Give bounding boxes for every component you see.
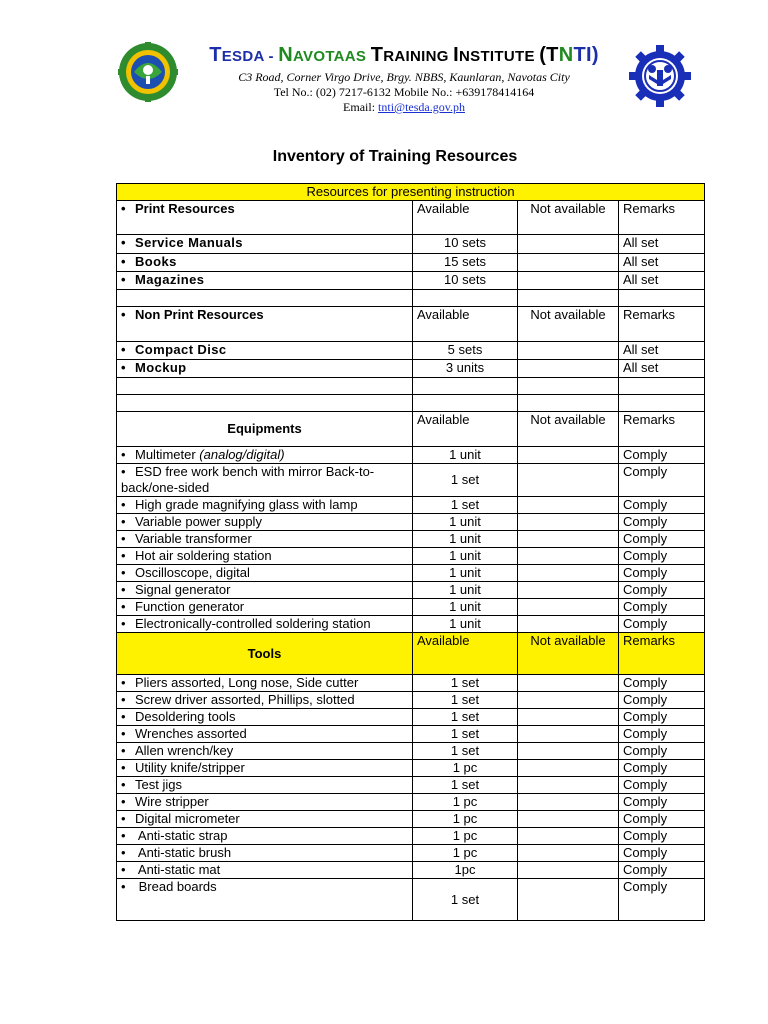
table-row bbox=[117, 531, 705, 548]
item-name: Service Manuals bbox=[135, 235, 243, 250]
not-available-cell bbox=[518, 599, 619, 616]
institute-name-part: I bbox=[453, 44, 460, 66]
tools-heading: Tools bbox=[117, 633, 413, 675]
remarks-cell: Comply bbox=[619, 616, 705, 633]
not-available-cell bbox=[518, 464, 619, 497]
table-row bbox=[117, 395, 705, 412]
not-available-cell bbox=[518, 360, 619, 378]
col-remarks-header: Remarks bbox=[619, 633, 705, 675]
item-name-cell bbox=[117, 447, 413, 464]
item-name: Screw driver assorted, Phillips, slotted bbox=[135, 692, 355, 707]
bullet-icon: • bbox=[121, 599, 126, 614]
available-cell: 1 unit bbox=[413, 616, 518, 633]
inventory-table-body bbox=[117, 184, 705, 921]
section-banner: Resources for presenting instruction bbox=[117, 184, 705, 201]
item-name-cell bbox=[117, 879, 413, 921]
item-name-cell bbox=[117, 548, 413, 565]
item-name-cell bbox=[117, 794, 413, 811]
not-available-cell bbox=[518, 514, 619, 531]
not-available-cell bbox=[518, 811, 619, 828]
item-name-cell bbox=[117, 777, 413, 794]
not-available-cell bbox=[518, 272, 619, 290]
table-row bbox=[117, 184, 705, 201]
institute-name-part: (T bbox=[539, 44, 559, 66]
bullet-icon: • bbox=[121, 235, 126, 250]
document-title: Inventory of Training Resources bbox=[272, 148, 518, 165]
bullet-icon: • bbox=[121, 726, 126, 741]
available-cell: 1 unit bbox=[413, 531, 518, 548]
bullet-icon: • bbox=[121, 360, 126, 375]
available-cell: 1 unit bbox=[413, 565, 518, 582]
remarks-cell: Comply bbox=[619, 777, 705, 794]
item-name-cell bbox=[117, 743, 413, 760]
item-name: Digital micrometer bbox=[135, 811, 240, 826]
item-name: Electronically-controlled soldering station bbox=[135, 616, 371, 631]
table-row bbox=[117, 862, 705, 879]
available-cell: 1 pc bbox=[413, 811, 518, 828]
table-row bbox=[117, 582, 705, 599]
bullet-icon: • bbox=[121, 675, 126, 690]
table-row bbox=[117, 235, 705, 254]
empty-cell bbox=[117, 395, 413, 412]
remarks-cell: Comply bbox=[619, 879, 705, 921]
bullet-icon: • bbox=[121, 845, 126, 860]
table-row bbox=[117, 879, 705, 921]
bullet-icon: • bbox=[121, 582, 126, 597]
table-row bbox=[117, 709, 705, 726]
empty-cell bbox=[117, 290, 413, 307]
available-cell: 3 units bbox=[413, 360, 518, 378]
bullet-icon: • bbox=[121, 464, 126, 479]
available-cell: 1 set bbox=[413, 709, 518, 726]
item-name: Anti-static strap bbox=[135, 828, 228, 843]
col-available-header: Available bbox=[413, 633, 518, 675]
available-cell: 1 unit bbox=[413, 599, 518, 616]
available-cell: 1 pc bbox=[413, 760, 518, 777]
bullet-icon: • bbox=[121, 709, 126, 724]
item-name: Bread boards bbox=[135, 879, 217, 894]
table-row bbox=[117, 675, 705, 692]
item-name: Desoldering tools bbox=[135, 709, 236, 724]
remarks-cell: Comply bbox=[619, 862, 705, 879]
item-name: Compact Disc bbox=[135, 342, 227, 357]
item-name: ESD free work bench with mirror Back-to-back/one-sided bbox=[121, 464, 375, 495]
item-name: Allen wrench/key bbox=[135, 743, 234, 758]
institute-name-part: RAINING bbox=[383, 48, 454, 65]
empty-cell bbox=[117, 378, 413, 395]
col-remarks-header: Remarks bbox=[619, 307, 705, 342]
item-name: Test jigs bbox=[135, 777, 182, 792]
col-available-header: Available bbox=[413, 307, 518, 342]
table-row bbox=[117, 514, 705, 531]
table-row bbox=[117, 743, 705, 760]
available-cell: 1 set bbox=[413, 497, 518, 514]
item-name-cell bbox=[117, 616, 413, 633]
item-name: Multimeter bbox=[135, 447, 200, 462]
table-row bbox=[117, 692, 705, 709]
remarks-cell: Comply bbox=[619, 548, 705, 565]
col-not-available-header: Not available bbox=[518, 201, 619, 235]
remarks-cell: All set bbox=[619, 272, 705, 290]
bullet-icon: • bbox=[121, 760, 126, 775]
item-name-cell bbox=[117, 307, 413, 342]
item-name: Signal generator bbox=[135, 582, 231, 597]
item-name: Utility knife/stripper bbox=[135, 760, 245, 775]
not-available-cell bbox=[518, 828, 619, 845]
empty-cell bbox=[619, 395, 705, 412]
bullet-icon: • bbox=[121, 879, 126, 894]
table-row bbox=[117, 378, 705, 395]
institute-name-part: AVOTAAS bbox=[293, 48, 371, 65]
remarks-cell: Comply bbox=[619, 726, 705, 743]
available-cell: 1 set bbox=[413, 726, 518, 743]
not-available-cell bbox=[518, 447, 619, 464]
email-label: Email: bbox=[343, 100, 379, 114]
item-name: Hot air soldering station bbox=[135, 548, 272, 563]
remarks-cell: Comply bbox=[619, 514, 705, 531]
item-name: Books bbox=[135, 254, 177, 269]
bullet-icon: • bbox=[121, 811, 126, 826]
available-cell: 5 sets bbox=[413, 342, 518, 360]
item-name-cell bbox=[117, 360, 413, 378]
item-name-cell bbox=[117, 254, 413, 272]
remarks-cell: All set bbox=[619, 360, 705, 378]
not-available-cell bbox=[518, 235, 619, 254]
available-cell: 1 set bbox=[413, 464, 518, 497]
not-available-cell bbox=[518, 692, 619, 709]
empty-cell bbox=[413, 378, 518, 395]
bullet-icon: • bbox=[121, 201, 126, 216]
remarks-cell: All set bbox=[619, 254, 705, 272]
bullet-icon: • bbox=[121, 794, 126, 809]
available-cell: 1 set bbox=[413, 675, 518, 692]
tesda-gear-logo bbox=[628, 44, 692, 108]
available-cell: 1 pc bbox=[413, 828, 518, 845]
not-available-cell bbox=[518, 497, 619, 514]
table-row bbox=[117, 565, 705, 582]
bullet-icon: • bbox=[121, 531, 126, 546]
bullet-icon: • bbox=[121, 743, 126, 758]
item-name-cell bbox=[117, 201, 413, 235]
institute-name-part: N bbox=[278, 44, 294, 66]
item-name-cell bbox=[117, 531, 413, 548]
institute-name-part: ESDA - bbox=[221, 48, 279, 65]
item-name-cell bbox=[117, 565, 413, 582]
item-name-cell bbox=[117, 828, 413, 845]
remarks-cell: Comply bbox=[619, 760, 705, 777]
remarks-cell: All set bbox=[619, 235, 705, 254]
col-not-available-header: Not available bbox=[518, 412, 619, 447]
email-link[interactable]: tnti@tesda.gov.ph bbox=[378, 100, 465, 114]
table-row bbox=[117, 760, 705, 777]
not-available-cell bbox=[518, 675, 619, 692]
available-cell: 1 unit bbox=[413, 514, 518, 531]
item-name-cell bbox=[117, 514, 413, 531]
item-name: Variable power supply bbox=[135, 514, 262, 529]
item-name-cell bbox=[117, 235, 413, 254]
bullet-icon: • bbox=[121, 272, 126, 287]
institute-name-part: T bbox=[370, 44, 384, 66]
empty-cell bbox=[413, 290, 518, 307]
remarks-cell: Comply bbox=[619, 447, 705, 464]
institute-name-part: N bbox=[558, 44, 574, 66]
item-name-cell bbox=[117, 599, 413, 616]
item-name: Anti-static brush bbox=[135, 845, 232, 860]
table-row bbox=[117, 412, 705, 447]
available-cell: 1 set bbox=[413, 777, 518, 794]
available-cell: 1 pc bbox=[413, 794, 518, 811]
col-available-header: Available bbox=[413, 201, 518, 235]
empty-cell bbox=[413, 395, 518, 412]
table-row bbox=[117, 633, 705, 675]
remarks-cell: Comply bbox=[619, 675, 705, 692]
not-available-cell bbox=[518, 709, 619, 726]
not-available-cell bbox=[518, 777, 619, 794]
inventory-table bbox=[116, 183, 705, 921]
remarks-cell: Comply bbox=[619, 599, 705, 616]
item-name: High grade magnifying glass with lamp bbox=[135, 497, 358, 512]
institute-name-part: T bbox=[209, 44, 222, 66]
available-cell: 10 sets bbox=[413, 272, 518, 290]
bullet-icon: • bbox=[121, 616, 126, 631]
item-name-note: (analog/digital) bbox=[199, 447, 285, 462]
table-row bbox=[117, 616, 705, 633]
item-name: Non Print Resources bbox=[135, 307, 264, 322]
table-row bbox=[117, 272, 705, 290]
item-name: Oscilloscope, digital bbox=[135, 565, 250, 580]
item-name-cell bbox=[117, 811, 413, 828]
remarks-cell: Comply bbox=[619, 692, 705, 709]
item-name: Print Resources bbox=[135, 201, 235, 216]
col-available-header: Available bbox=[413, 412, 518, 447]
not-available-cell bbox=[518, 845, 619, 862]
table-row bbox=[117, 794, 705, 811]
empty-cell bbox=[619, 290, 705, 307]
table-row bbox=[117, 726, 705, 743]
table-row bbox=[117, 777, 705, 794]
table-row bbox=[117, 845, 705, 862]
table-row bbox=[117, 254, 705, 272]
bullet-icon: • bbox=[121, 254, 126, 269]
table-row bbox=[117, 464, 705, 497]
item-name: Variable transformer bbox=[135, 531, 252, 546]
col-remarks-header: Remarks bbox=[619, 412, 705, 447]
item-name: Wrenches assorted bbox=[135, 726, 247, 741]
institute-name-part: NSTITUTE bbox=[459, 48, 540, 65]
not-available-cell bbox=[518, 548, 619, 565]
table-row bbox=[117, 497, 705, 514]
not-available-cell bbox=[518, 616, 619, 633]
not-available-cell bbox=[518, 794, 619, 811]
table-row bbox=[117, 828, 705, 845]
table-row bbox=[117, 201, 705, 235]
remarks-cell: Comply bbox=[619, 845, 705, 862]
tnti-seal-logo bbox=[118, 42, 178, 102]
item-name-cell bbox=[117, 582, 413, 599]
available-cell: 1 set bbox=[413, 692, 518, 709]
bullet-icon: • bbox=[121, 548, 126, 563]
remarks-cell: Comply bbox=[619, 794, 705, 811]
letterhead bbox=[0, 0, 768, 130]
available-cell: 1 set bbox=[413, 743, 518, 760]
not-available-cell bbox=[518, 862, 619, 879]
remarks-cell: Comply bbox=[619, 464, 705, 497]
table-row bbox=[117, 307, 705, 342]
table-row bbox=[117, 360, 705, 378]
item-name: Magazines bbox=[135, 272, 205, 287]
table-row bbox=[117, 811, 705, 828]
table-row bbox=[117, 342, 705, 360]
empty-cell bbox=[518, 395, 619, 412]
available-cell: 10 sets bbox=[413, 235, 518, 254]
item-name: Mockup bbox=[135, 360, 187, 375]
not-available-cell bbox=[518, 726, 619, 743]
not-available-cell bbox=[518, 254, 619, 272]
table-row bbox=[117, 548, 705, 565]
bullet-icon: • bbox=[121, 692, 126, 707]
institute-name-part: TI) bbox=[573, 44, 599, 66]
bullet-icon: • bbox=[121, 565, 126, 580]
available-cell: 1pc bbox=[413, 862, 518, 879]
remarks-cell: Comply bbox=[619, 811, 705, 828]
item-name: Function generator bbox=[135, 599, 245, 614]
item-name-cell bbox=[117, 497, 413, 514]
remarks-cell: Comply bbox=[619, 565, 705, 582]
equipments-heading: Equipments bbox=[117, 412, 413, 447]
bullet-icon: • bbox=[121, 447, 126, 462]
phone-line: Tel No.: (02) 7217-6132 Mobile No.: +639178414164 bbox=[273, 85, 535, 99]
item-name-cell bbox=[117, 845, 413, 862]
available-cell: 1 set bbox=[413, 879, 518, 921]
bullet-icon: • bbox=[121, 514, 126, 529]
remarks-cell: Comply bbox=[619, 743, 705, 760]
available-cell: 15 sets bbox=[413, 254, 518, 272]
item-name-cell bbox=[117, 464, 413, 497]
remarks-cell: Comply bbox=[619, 709, 705, 726]
not-available-cell bbox=[518, 342, 619, 360]
available-cell: 1 unit bbox=[413, 582, 518, 599]
remarks-cell: Comply bbox=[619, 497, 705, 514]
not-available-cell bbox=[518, 531, 619, 548]
bullet-icon: • bbox=[121, 342, 126, 357]
empty-cell bbox=[619, 378, 705, 395]
item-name: Anti-static mat bbox=[135, 862, 221, 877]
table-row bbox=[117, 290, 705, 307]
email-line bbox=[178, 100, 630, 115]
table-row bbox=[117, 599, 705, 616]
bullet-icon: • bbox=[121, 777, 126, 792]
remarks-cell: Comply bbox=[619, 582, 705, 599]
bullet-icon: • bbox=[121, 307, 126, 322]
empty-cell bbox=[518, 378, 619, 395]
item-name-cell bbox=[117, 709, 413, 726]
address-line: C3 Road, Corner Virgo Drive, Brgy. NBBS, Kaunlaran, Navotas City bbox=[238, 70, 570, 84]
remarks-cell: Comply bbox=[619, 531, 705, 548]
item-name: Wire stripper bbox=[135, 794, 209, 809]
item-name: Pliers assorted, Long nose, Side cutter bbox=[135, 675, 359, 690]
item-name-cell bbox=[117, 726, 413, 743]
item-name-cell bbox=[117, 760, 413, 777]
item-name-cell bbox=[117, 692, 413, 709]
not-available-cell bbox=[518, 565, 619, 582]
col-not-available-header: Not available bbox=[518, 307, 619, 342]
remarks-cell: All set bbox=[619, 342, 705, 360]
available-cell: 1 unit bbox=[413, 548, 518, 565]
col-not-available-header: Not available bbox=[518, 633, 619, 675]
institute-name bbox=[178, 44, 630, 67]
empty-cell bbox=[518, 290, 619, 307]
available-cell: 1 unit bbox=[413, 447, 518, 464]
item-name-cell bbox=[117, 272, 413, 290]
not-available-cell bbox=[518, 743, 619, 760]
remarks-cell: Comply bbox=[619, 828, 705, 845]
bullet-icon: • bbox=[121, 497, 126, 512]
bullet-icon: • bbox=[121, 828, 126, 843]
available-cell: 1 pc bbox=[413, 845, 518, 862]
bullet-icon: • bbox=[121, 862, 126, 877]
table-row bbox=[117, 447, 705, 464]
not-available-cell bbox=[518, 879, 619, 921]
not-available-cell bbox=[518, 582, 619, 599]
not-available-cell bbox=[518, 760, 619, 777]
item-name-cell bbox=[117, 862, 413, 879]
item-name-cell bbox=[117, 675, 413, 692]
item-name-cell bbox=[117, 342, 413, 360]
col-remarks-header: Remarks bbox=[619, 201, 705, 235]
